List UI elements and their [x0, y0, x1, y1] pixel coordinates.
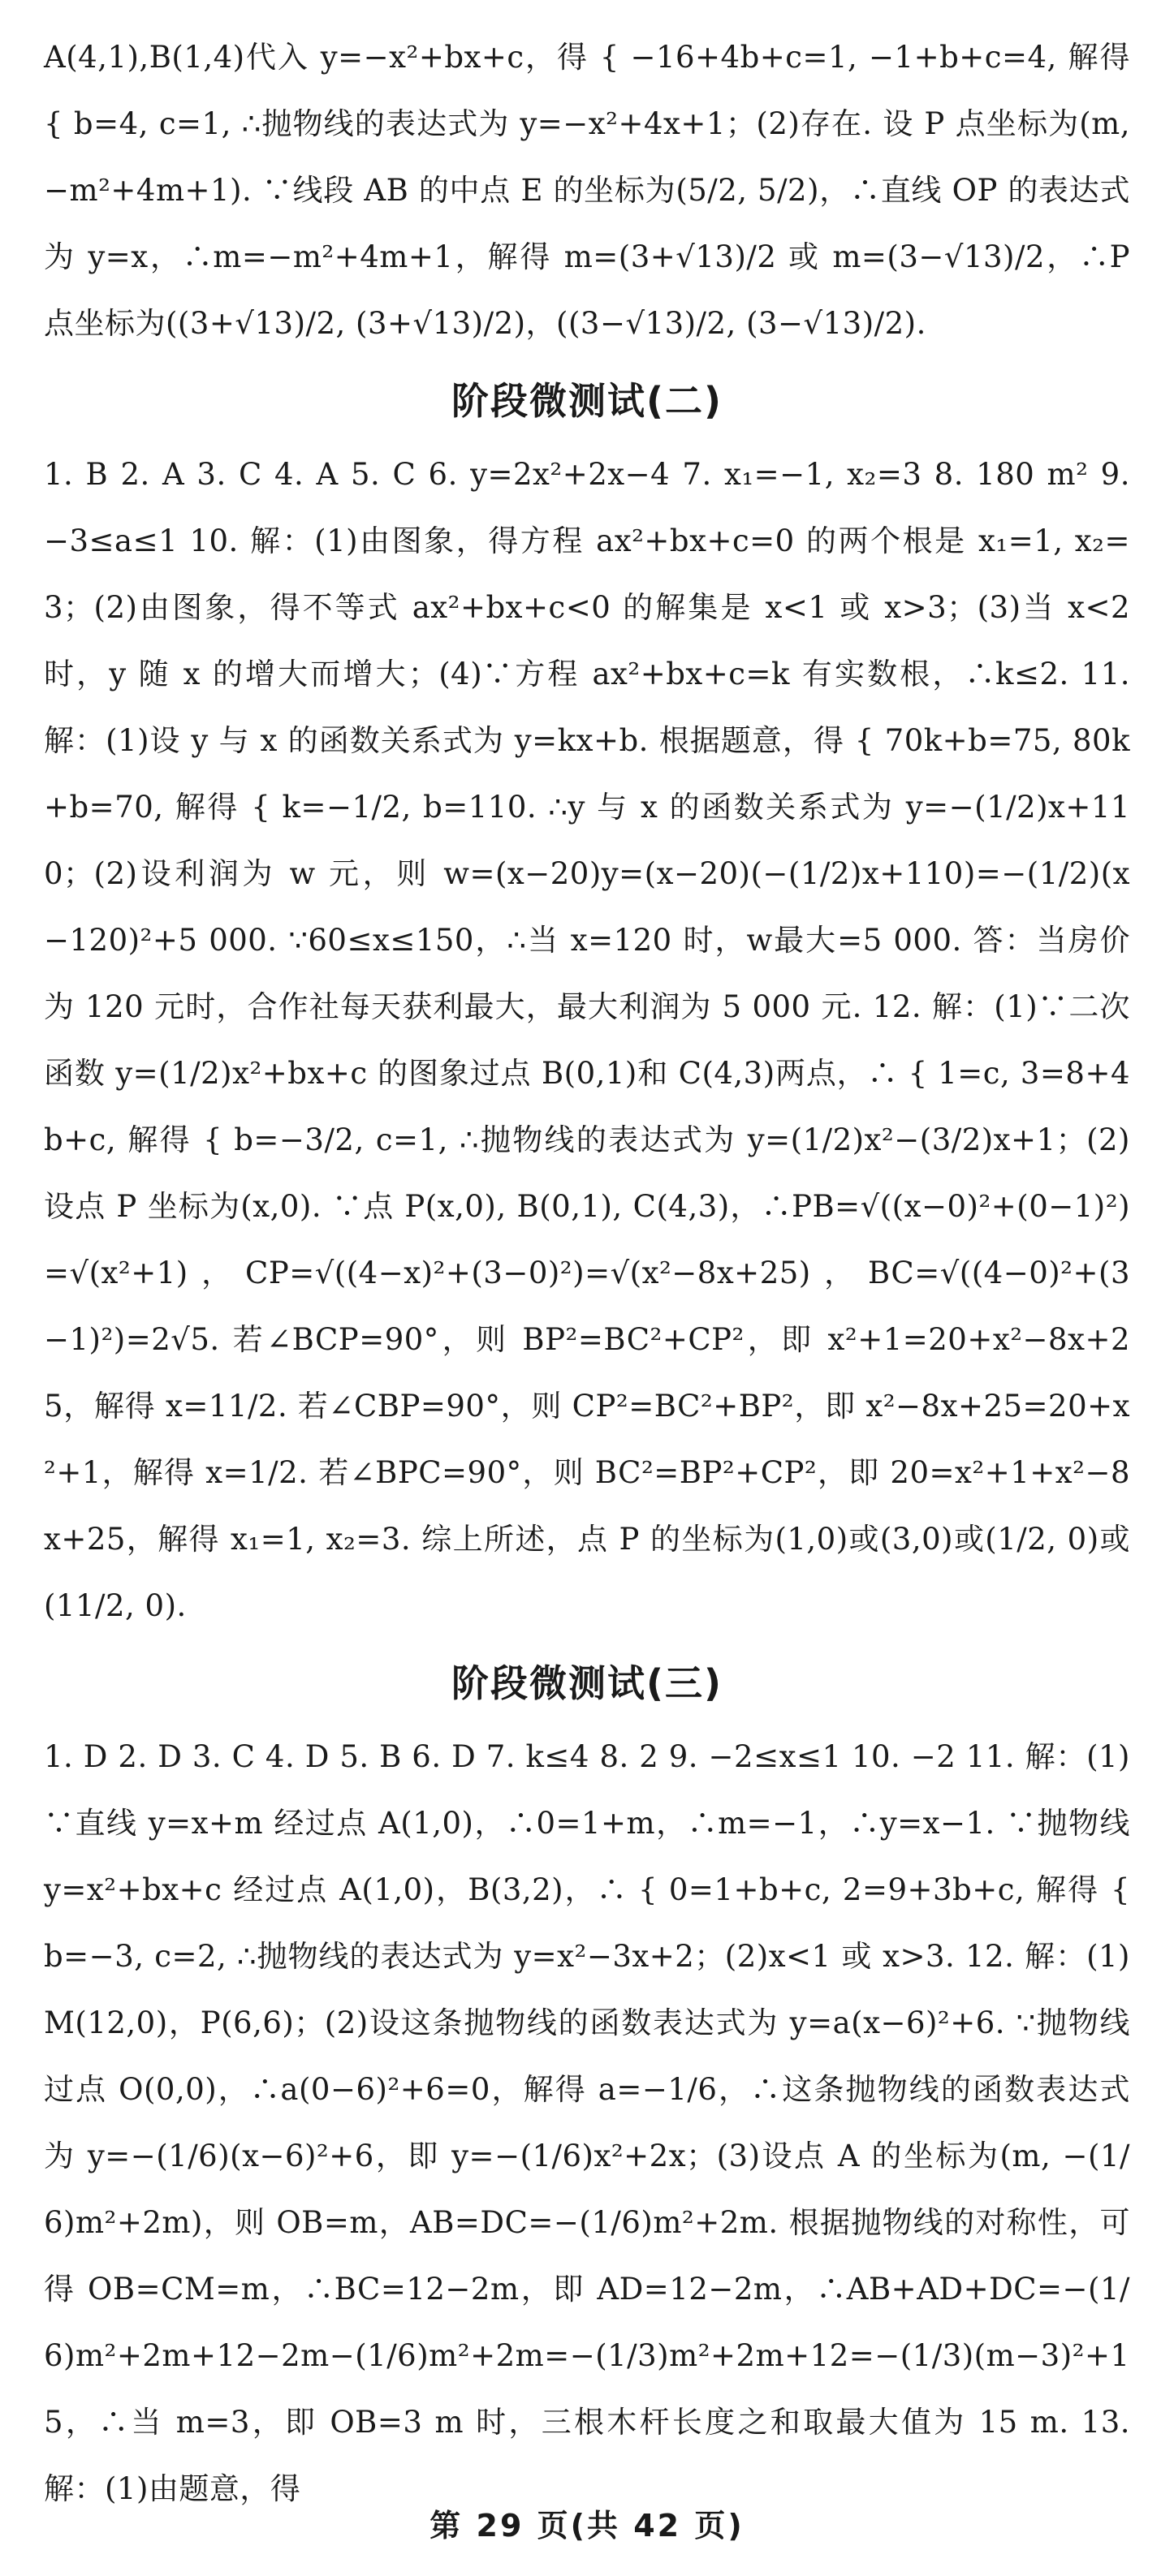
solution-paragraph-1: A(4,1),B(1,4)代入 y=−x²+bx+c，得 { −16+4b+c=1, −1+b+c=4, 解得 { b=4, c=1, ∴抛物线的表达式为 y=−x²+4x+1；(2)存在. 设 P 点坐标为(m, −m²+4m+1). ∵线段 AB 的中点 E 的坐标为(5/2, 5/2)，∴直线 OP 的表达式为 y=x，∴m=−m²+4m+1，解得 m=(3+√13)/2 或 m=(3−√13)/2，∴P 点坐标为((3+√13)/2, (3+√13)/2)，((3−√13)/2, (3−√13)/2).	[44, 40, 1130, 341]
section-heading-2: 阶段微测试(二)	[451, 379, 723, 423]
answers-section-3: 1. D 2. D 3. C 4. D 5. B 6. D 7. k≤4 8. 2 9. −2≤x≤1 10. −2 11. 解：(1)∵直线 y=x+m 经过点 A(1,0)，∴0=1+m，∴m=−1，∴y=x−1. ∵抛物线 y=x²+bx+c 经过点 A(1,0)，B(3,2)，∴ { 0=1+b+c, 2=9+3b+c, 解得 { b=−3, c=2, ∴抛物线的表达式为 y=x²−3x+2；(2)x<1 或 x>3. 12. 解：(1)M(12,0)，P(6,6)；(2)设这条抛物线的函数表达式为 y=a(x−6)²+6. ∵抛物线过点 O(0,0)，∴a(0−6)²+6=0，解得 a=−1/6，∴这条抛物线的函数表达式为 y=−(1/6)(x−6)²+6，即 y=−(1/6)x²+2x；(3)设点 A 的坐标为(m, −(1/6)m²+2m)，则 OB=m，AB=DC=−(1/6)m²+2m. 根据抛物线的对称性，可得 OB=CM=m，∴BC=12−2m，即 AD=12−2m，∴AB+AD+DC=−(1/6)m²+2m+12−2m−(1/6)m²+2m=−(1/3)m²+2m+12=−(1/3)(m−3)²+15，∴当 m=3，即 OB=3 m 时，三根木杆长度之和取最大值为 15 m. 13. 解：(1)由题意，得	[44, 1739, 1130, 2506]
section-heading-3: 阶段微测试(三)	[451, 1661, 723, 1705]
answers-section-2: 1. B 2. A 3. C 4. A 5. C 6. y=2x²+2x−4 7. x₁=−1, x₂=3 8. 180 m² 9. −3≤a≤1 10. 解：(1)由图象，得方程 ax²+bx+c=0 的两个根是 x₁=1, x₂=3；(2)由图象，得不等式 ax²+bx+c<0 的解集是 x<1 或 x>3；(3)当 x<2 时，y 随 x 的增大而增大；(4)∵方程 ax²+bx+c=k 有实数根，∴k≤2. 11. 解：(1)设 y 与 x 的函数关系式为 y=kx+b. 根据题意，得 { 70k+b=75, 80k+b=70, 解得 { k=−1/2, b=110. ∴y 与 x 的函数关系式为 y=−(1/2)x+110；(2)设利润为 w 元，则 w=(x−20)y=(x−20)(−(1/2)x+110)=−(1/2)(x−120)²+5 000. ∵60≤x≤150，∴当 x=120 时，w最大=5 000. 答：当房价为 120 元时，合作社每天获利最大，最大利润为 5 000 元. 12. 解：(1)∵二次函数 y=(1/2)x²+bx+c 的图象过点 B(0,1)和 C(4,3)两点，∴ { 1=c, 3=8+4b+c, 解得 { b=−3/2, c=1, ∴抛物线的表达式为 y=(1/2)x²−(3/2)x+1；(2)设点 P 坐标为(x,0). ∵点 P(x,0), B(0,1), C(4,3)，∴PB=√((x−0)²+(0−1)²)=√(x²+1)，CP=√((4−x)²+(3−0)²)=√(x²−8x+25)，BC=√((4−0)²+(3−1)²)=2√5. 若∠BCP=90°，则 BP²=BC²+CP²，即 x²+1=20+x²−8x+25，解得 x=11/2. 若∠CBP=90°，则 CP²=BC²+BP²，即 x²−8x+25=20+x²+1，解得 x=1/2. 若∠BPC=90°，则 BC²=BP²+CP²，即 20=x²+1+x²−8x+25，解得 x₁=1, x₂=3. 综上所述，点 P 的坐标为(1,0)或(3,0)或(1/2, 0)或(11/2, 0).	[44, 457, 1130, 1623]
page-number: 第 29 页(共 42 页)	[429, 2508, 745, 2544]
